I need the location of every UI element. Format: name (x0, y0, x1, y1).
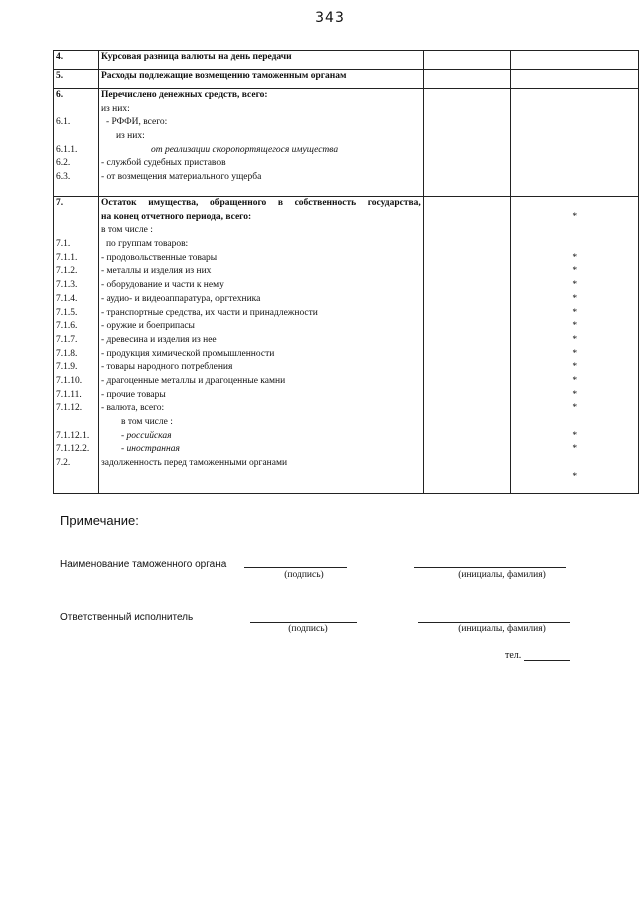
page-number: 343 (315, 10, 345, 26)
asterisk-mark: * (572, 375, 578, 386)
row-number (56, 224, 96, 238)
value-cell (511, 51, 639, 70)
asterisk-mark (513, 224, 636, 238)
row-text: - транспортные средства, их части и принадлежности (100, 307, 318, 318)
row-number-column (54, 197, 99, 494)
row-number: 7.1.2. (56, 266, 78, 277)
row-text: - валюта, всего: (100, 403, 165, 414)
value-cell (423, 51, 511, 70)
row-number: 7.1. (56, 239, 71, 250)
value-cell (423, 197, 511, 494)
asterisk-mark: * (572, 389, 578, 400)
asterisk-mark: * (572, 293, 578, 304)
row-text: - иностранная (120, 444, 180, 455)
row-text: - от возмещения материального ущерба (100, 172, 262, 183)
asterisk-mark: * (572, 307, 578, 318)
signature-caption: (подпись) (288, 624, 328, 634)
asterisk-mark (513, 416, 636, 430)
row-heading: Перечислено денежных средств, всего: (100, 90, 268, 100)
asterisk-mark: * (572, 471, 578, 482)
row-text: по группам товаров: (105, 239, 189, 250)
row-text: - службой судебных приставов (100, 158, 226, 169)
value-cell (511, 89, 639, 197)
row-text: - оружие и боеприпасы (100, 321, 195, 332)
row-description-column (98, 197, 423, 494)
row-number-column (54, 89, 99, 197)
name-line (418, 622, 570, 623)
asterisk-mark: * (572, 252, 578, 263)
row-text: - продовольственные товары (100, 252, 218, 263)
asterisk-mark (513, 238, 636, 252)
value-cell (511, 70, 639, 89)
table-row (54, 197, 639, 494)
asterisk-mark (513, 457, 636, 471)
row-description: Расходы подлежащие возмещению таможенным органам (98, 70, 423, 89)
row-text: - российская (120, 430, 172, 441)
row-number: 7. (56, 198, 64, 208)
signature-caption: (подпись) (284, 570, 324, 580)
value-column (511, 197, 639, 494)
name-line (414, 567, 566, 568)
asterisk-mark: * (572, 348, 578, 359)
row-number: 6.2. (56, 158, 71, 169)
signature-line (250, 622, 357, 623)
row-number: 7.1.12. (56, 403, 83, 414)
row-number: 7.1.6. (56, 321, 78, 332)
row-text: - оборудование и части к нему (100, 280, 224, 291)
row-number: 6.1.1. (56, 144, 78, 155)
name-caption: (инициалы, фамилия) (458, 570, 546, 580)
asterisk-mark: * (572, 334, 578, 345)
row-number: 7.1.7. (56, 334, 78, 345)
row-number: 6. (56, 90, 64, 100)
signature-line (244, 567, 347, 568)
row-number: 7.1.4. (56, 293, 78, 304)
row-number: 7.1.9. (56, 362, 78, 373)
row-text: в том числе : (120, 417, 173, 427)
row-description-column (98, 89, 423, 197)
report-table (53, 50, 639, 494)
row-text: - древесина и изделия из нее (100, 334, 217, 345)
note-label: Примечание: (60, 513, 139, 528)
row-text: - продукция химической промышленности (100, 348, 275, 359)
row-number: 7.1.10. (56, 375, 83, 386)
row-number: 7.1.5. (56, 307, 78, 318)
row-number (56, 416, 96, 430)
row-number: 6.1. (56, 117, 71, 128)
asterisk-mark: * (572, 362, 578, 373)
table-row (54, 70, 639, 89)
row-text: от реализации скоропортящегося имущества (150, 144, 339, 155)
row-text: - аудио- и видеоаппаратура, оргтехника (100, 293, 261, 304)
value-cell (423, 89, 511, 197)
asterisk-mark: * (572, 403, 578, 414)
row-number (56, 103, 96, 117)
signature-label: Ответственный исполнитель (60, 612, 194, 623)
row-text: из них: (115, 131, 145, 142)
row-number (56, 130, 96, 144)
row-text: из них: (100, 103, 130, 114)
table-row (54, 51, 639, 70)
row-text: - металлы и изделия из них (100, 266, 212, 277)
name-caption: (инициалы, фамилия) (458, 624, 546, 634)
asterisk-mark: * (572, 444, 578, 455)
row-text: - драгоценные металлы и драгоценные камни (100, 375, 286, 386)
table-row (54, 89, 639, 197)
row-text: в том числе : (100, 225, 153, 236)
row-text: - прочие товары (100, 389, 166, 400)
asterisk-mark: * (572, 211, 578, 222)
row-number: 7.1.12.1. (56, 430, 90, 441)
phone-line (524, 660, 570, 661)
signature-label: Наименование таможенного органа (60, 559, 227, 570)
asterisk-mark: * (572, 321, 578, 332)
row-number: 5. (54, 70, 99, 89)
asterisk-mark: * (572, 430, 578, 441)
row-text: - товары народного потребления (100, 362, 233, 373)
row-number: 7.1.11. (56, 389, 82, 400)
row-text: задолженность перед таможенными органами (100, 458, 288, 469)
asterisk-mark: * (572, 280, 578, 291)
row-number: 7.1.8. (56, 348, 78, 359)
row-description: Курсовая разница валюты на день передачи (98, 51, 423, 70)
row-heading: на конец отчетного периода, всего: (100, 211, 252, 222)
row-text: - РФФИ, всего: (105, 117, 168, 128)
row-number: 7.1.3. (56, 280, 78, 291)
asterisk-mark: * (572, 266, 578, 277)
value-cell (423, 70, 511, 89)
row-number: 7.1.1. (56, 252, 78, 263)
row-heading: Остаток имущества, обращенного в собственность государства, (100, 198, 421, 208)
row-number: 4. (54, 51, 99, 70)
phone-label: тел. (505, 650, 522, 661)
row-number: 7.1.12.2. (56, 444, 90, 455)
row-number: 7.2. (56, 458, 71, 469)
row-number: 6.3. (56, 172, 71, 183)
